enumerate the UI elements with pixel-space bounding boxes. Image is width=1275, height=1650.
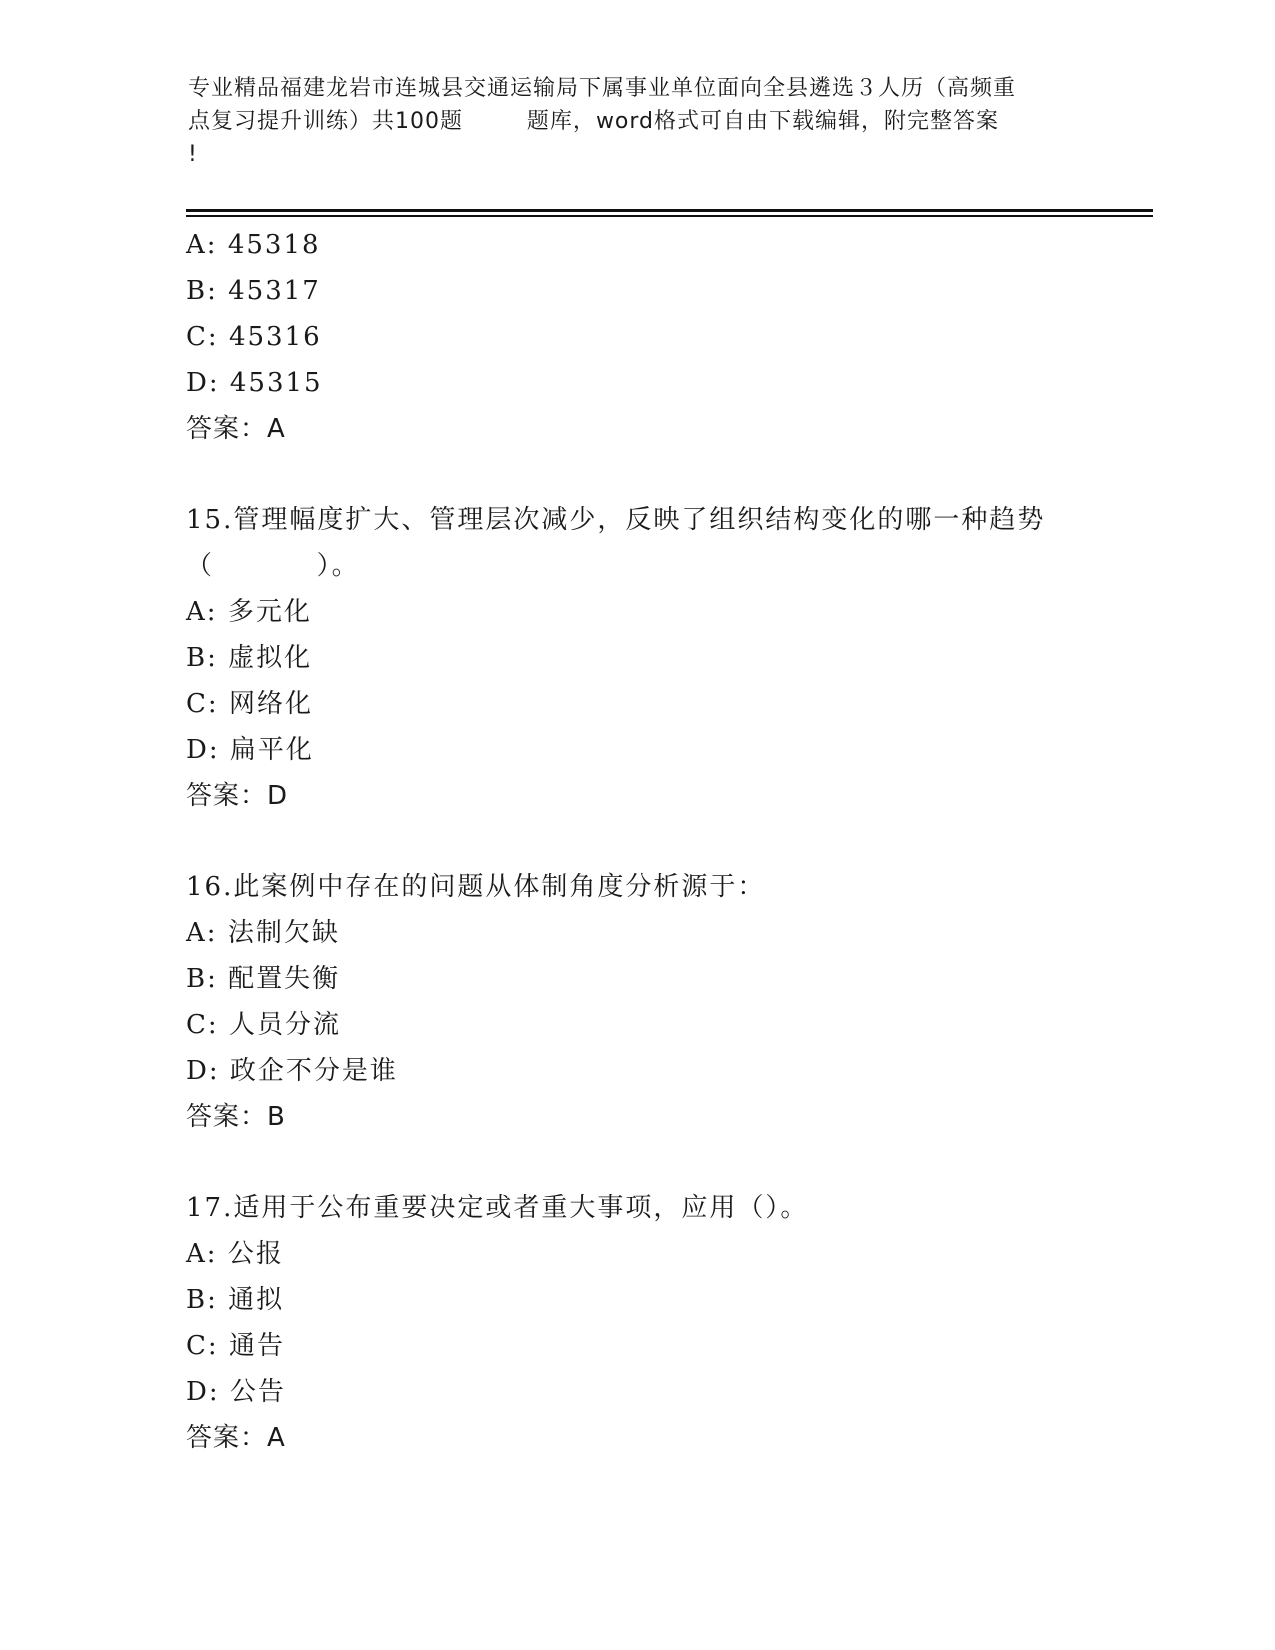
question-stem: 17.适用于公布重要决定或者重大事项，应用（）。 — [186, 1193, 809, 1223]
option-a: A: 45318 — [186, 230, 321, 260]
answer-label: 答案： — [186, 1102, 268, 1132]
option-d: D: 45315 — [186, 368, 323, 398]
answer-value: A — [267, 1423, 286, 1453]
answer-value: A — [267, 414, 286, 444]
answer-line — [186, 773, 1146, 819]
answer-value: B — [267, 1102, 286, 1132]
question-15 — [186, 497, 1146, 819]
answer-value: D — [267, 781, 289, 811]
answer-label: 答案： — [186, 414, 268, 444]
answer-line — [186, 406, 1146, 452]
option-c: C: 人员分流 — [186, 1010, 341, 1040]
question-number: 17. — [186, 1193, 234, 1223]
answer-label: 答案： — [186, 1423, 268, 1453]
question-stem-cont: （ ）。 — [186, 551, 360, 581]
question-number: 15. — [186, 505, 234, 535]
answer-line — [186, 1094, 1146, 1140]
option-b: B: 45317 — [186, 276, 321, 306]
header-line-3: ! — [188, 142, 198, 167]
question-list — [186, 222, 1146, 1461]
option-d: D: 公告 — [186, 1377, 286, 1407]
header-line-1: 专业精品福建龙岩市连城县交通运输局下属事业单位面向全县遴选３人历（高频重 — [188, 76, 1017, 101]
prev-question-block — [186, 222, 1146, 452]
option-d: D: 扁平化 — [186, 735, 314, 765]
header-rule-thick — [186, 209, 1153, 212]
header-rule-thin — [186, 215, 1153, 217]
header-line-2: 点复习提升训练）共100题 题库，word格式可自由下载编辑，附完整答案 — [188, 109, 1000, 134]
answer-line — [186, 1415, 1146, 1461]
option-a: A: 多元化 — [186, 597, 312, 627]
answer-label: 答案： — [186, 781, 268, 811]
option-b: B: 通拟 — [186, 1285, 285, 1315]
question-stem: 16.此案例中存在的问题从体制角度分析源于： — [186, 872, 766, 902]
option-d: D: 政企不分是谁 — [186, 1056, 398, 1086]
document-header — [188, 72, 1088, 171]
option-a: A: 法制欠缺 — [186, 918, 340, 948]
option-c: C: 通告 — [186, 1331, 285, 1361]
option-c: C: 45316 — [186, 322, 322, 352]
question-17 — [186, 1185, 1146, 1461]
question-number: 16. — [186, 872, 234, 902]
option-b: B: 虚拟化 — [186, 643, 313, 673]
question-stem: 15.管理幅度扩大、管理层次减少，反映了组织结构变化的哪一种趋势 — [186, 505, 1046, 535]
option-b: B: 配置失衡 — [186, 964, 341, 994]
option-a: A: 公报 — [186, 1239, 284, 1269]
option-c: C: 网络化 — [186, 689, 313, 719]
question-16 — [186, 864, 1146, 1140]
